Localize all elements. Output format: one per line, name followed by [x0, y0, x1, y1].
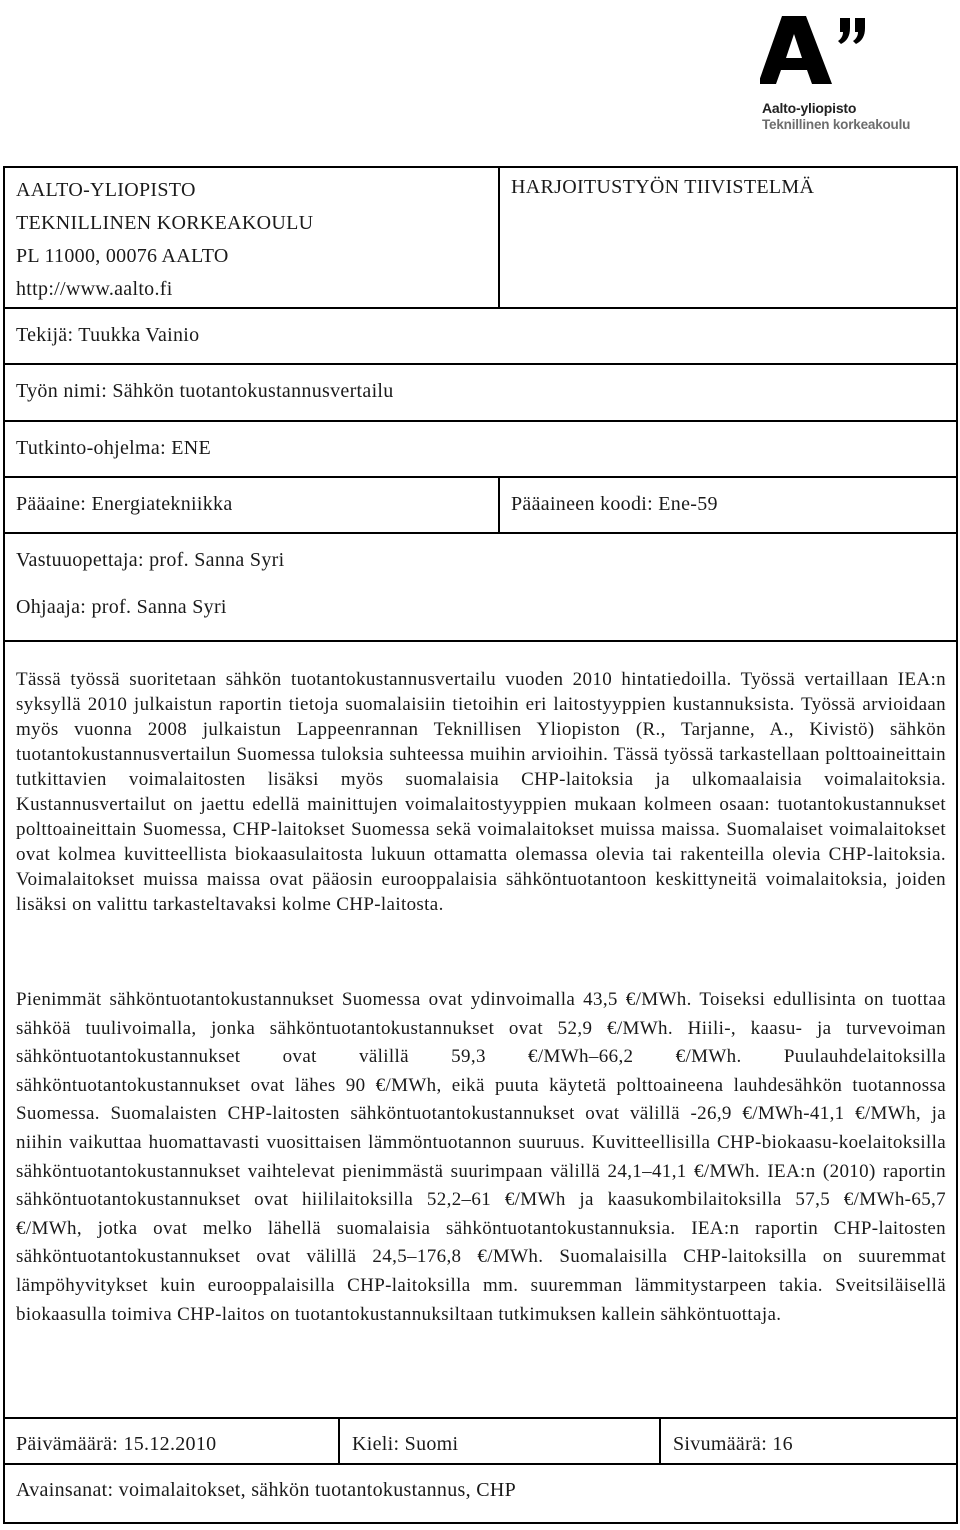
divider	[3, 420, 958, 422]
author-field: Tekijä: Tuukka Vainio	[16, 324, 200, 346]
org-name: AALTO-YLIOPISTO	[16, 179, 196, 201]
column-divider	[659, 1417, 661, 1464]
date-field: Päivämäärä: 15.12.2010	[16, 1433, 217, 1455]
keywords-field: Avainsanat: voimalaitokset, sähkön tuotantokustannus, CHP	[16, 1479, 517, 1501]
organization-address	[16, 174, 313, 306]
divider	[3, 1417, 958, 1419]
divider	[3, 532, 958, 534]
logo-university-name: Aalto-yliopisto	[762, 100, 857, 116]
divider	[3, 363, 958, 365]
major-code-field: Pääaineen koodi: Ene-59	[511, 493, 718, 515]
column-divider	[498, 476, 500, 533]
document-type: HARJOITUSTYÖN TIIVISTELMÄ	[511, 176, 815, 198]
language-field: Kieli: Suomi	[352, 1433, 459, 1455]
divider	[3, 1463, 958, 1465]
abstract-paragraph-2: Pienimmät sähköntuotantokustannukset Suomessa ovat ydinvoimalla 43,5 €/MWh. Toiseksi edullisinta on tuottaa sähköä tuulivoimalla, jonka sähköntuotantokustannukset ovat 52,9 €/MWh. Hiili-, kaasu- ja turvevoiman sähköntuotantokustannukset ovat välillä 59,3 €/MWh–66,2 €/MWh. Puulauhdelaitoksilla sähköntuotantokustannukset ovat lähes 90 €/MWh, eikä puuta käytetä polttoaineena lauhdesähkön tuotannossa Suomessa. Suomalaisten CHP-laitosten sähköntuotantokustannukset ovat välillä -26,9 €/MWh-41,1 €/MWh, ja niihin vaikuttaa huomattavasti vuosittaisen lämmöntuotannon suuruus. Kuvitteellisilla CHP-biokaasu-koelaitoksilla sähköntuotantokustannukset vaihtelevat pienimmästä suurimpaan välillä 24,1–41,1 €/MWh. IEA:n (2010) raportin sähköntuotantokustannukset ovat hiililaitoksilla 52,2–61 €/MWh ja kaasukombilaitoksilla 57,5 €/MWh-65,7 €/MWh, jotka ovat melko lähellä suomalaisia sähköntuotantokustannuksia. IEA:n raportin CHP-laitosten sähköntuotantokustannukset ovat välillä 24,5–176,8 €/MWh. Suomalaisilla CHP-laitoksilla on suuremmat lämpöhyvitykset kuin eurooppalaisilla CHP-laitoksilla mm. suuremman lämmitystarpeen takia. Sveitsiläisellä biokaasulla toimiva CHP-laitos on tuotantokustannuksiltaan tutkimuksen kallein sähköntuottaja.	[16, 989, 946, 1325]
instructor-field: Ohjaaja: prof. Sanna Syri	[16, 596, 227, 618]
page-count-field: Sivumäärä: 16	[673, 1433, 793, 1455]
divider	[3, 307, 958, 309]
logo-school-name: Teknillinen korkeakoulu	[762, 117, 911, 132]
supervisor-field: Vastuuopettaja: prof. Sanna Syri	[16, 549, 285, 571]
degree-programme-field: Tutkinto-ohjelma: ENE	[16, 437, 212, 459]
school-name: TEKNILLINEN KORKEAKOULU	[16, 212, 314, 234]
column-divider	[498, 166, 500, 308]
column-divider	[338, 1417, 340, 1464]
work-name-field: Työn nimi: Sähkön tuotantokustannusvertailu	[16, 380, 394, 402]
postal-address: PL 11000, 00076 AALTO	[16, 245, 229, 267]
aalto-a-logo-mark	[760, 14, 870, 94]
website-url: http://www.aalto.fi	[16, 278, 173, 300]
major-field: Pääaine: Energiatekniikka	[16, 493, 233, 515]
aalto-logo	[760, 14, 950, 134]
divider	[3, 640, 958, 642]
divider	[3, 476, 958, 478]
abstract-paragraph-1: Tässä työssä suoritetaan sähkön tuotantokustannusvertailu vuoden 2010 hintatiedoilla. Työssä vertaillaan IEA:n syksyllä 2010 julkaistun raportin tietoja suomalaisiin tietoihin eri laitostyyppien kustannuksista. Työssä arvioidaan myös vuonna 2008 julkaistun Lappeenrannan Teknillisen Yliopiston (R., Tarjanne, A., Kivistö) sähkön tuotantokustannusvertailun Suomessa tuloksia suhteessa muihin arvioihin. Tässä työssä tarkastellaan polttoaineittain tutkittavien voimalaitosten lisäksi myös suomalaisia CHP-laitoksia ja ulkomaalaisia voimalaitoksia. Kustannusvertailut on jaettu edellä mainittujen voimalaitostyyppien mukaan kolmeen osaan: tuotantokustannukset polttoaineittain Suomessa, CHP-laitokset Suomessa sekä voimalaitokset muissa maissa. Suomalaiset voimalaitokset ovat kolmea kuvitteellista biokaasulaitosta lukuun ottamatta olemassa olevia tai rakenteilla olevia CHP-laitoksia. Voimalaitokset muissa maissa ovat pääosin eurooppalaisia sähköntuotantoon keskittyneitä voimalaitoksia, joiden lisäksi on valittu tarkasteltavaksi kolme CHP-laitosta.	[16, 669, 946, 915]
